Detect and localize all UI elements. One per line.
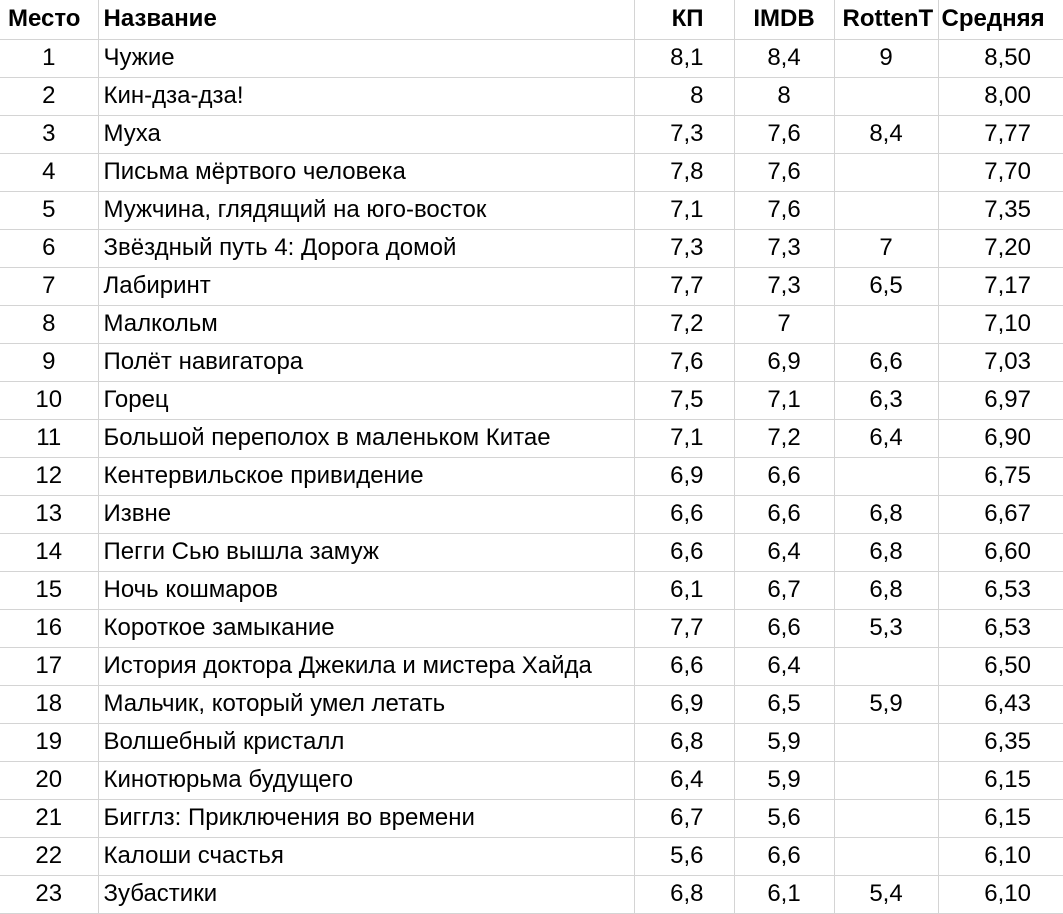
- cell-average[interactable]: 7,03: [938, 343, 1063, 381]
- cell-rottent[interactable]: [834, 77, 938, 115]
- table-row: [0, 799, 1063, 837]
- table-row: [0, 381, 1063, 419]
- cell-rottent[interactable]: 6,8: [834, 571, 938, 609]
- cell-kp[interactable]: 6,7: [634, 799, 734, 837]
- cell-imdb[interactable]: 7,6: [734, 191, 834, 229]
- cell-rottent[interactable]: 8,4: [834, 115, 938, 153]
- cell-average[interactable]: 6,53: [938, 571, 1063, 609]
- cell-imdb[interactable]: 7: [734, 305, 834, 343]
- cell-average[interactable]: 6,97: [938, 381, 1063, 419]
- cell-place[interactable]: 7: [0, 267, 98, 305]
- cell-kp[interactable]: 6,9: [634, 685, 734, 723]
- cell-rottent[interactable]: 6,3: [834, 381, 938, 419]
- cell-title[interactable]: Извне: [98, 495, 634, 533]
- cell-title[interactable]: Малкольм: [98, 305, 634, 343]
- cell-place[interactable]: 3: [0, 115, 98, 153]
- cell-title[interactable]: Кинотюрьма будущего: [98, 761, 634, 799]
- cell-place[interactable]: 4: [0, 153, 98, 191]
- cell-title[interactable]: Звёздный путь 4: Дорога домой: [98, 229, 634, 267]
- cell-average[interactable]: 7,35: [938, 191, 1063, 229]
- cell-rottent[interactable]: [834, 837, 938, 875]
- cell-kp[interactable]: 5,6: [634, 837, 734, 875]
- cell-kp[interactable]: 6,6: [634, 533, 734, 571]
- table-row: [0, 39, 1063, 77]
- cell-title[interactable]: Большой переполох в маленьком Китае: [98, 419, 634, 457]
- header-place[interactable]: Место: [0, 0, 98, 39]
- cell-title[interactable]: Короткое замыкание: [98, 609, 634, 647]
- cell-kp[interactable]: 7,5: [634, 381, 734, 419]
- cell-average[interactable]: 6,10: [938, 837, 1063, 875]
- cell-average[interactable]: 6,67: [938, 495, 1063, 533]
- cell-imdb[interactable]: 6,5: [734, 685, 834, 723]
- header-row: [0, 0, 1063, 39]
- header-title[interactable]: Название: [98, 0, 634, 39]
- cell-average[interactable]: 7,10: [938, 305, 1063, 343]
- cell-rottent[interactable]: 6,6: [834, 343, 938, 381]
- cell-kp[interactable]: 6,4: [634, 761, 734, 799]
- cell-average[interactable]: 6,43: [938, 685, 1063, 723]
- cell-title[interactable]: Письма мёртвого человека: [98, 153, 634, 191]
- cell-imdb[interactable]: 6,4: [734, 533, 834, 571]
- cell-place[interactable]: 16: [0, 609, 98, 647]
- cell-place[interactable]: 6: [0, 229, 98, 267]
- cell-rottent[interactable]: 7: [834, 229, 938, 267]
- cell-place[interactable]: 9: [0, 343, 98, 381]
- cell-title[interactable]: Волшебный кристалл: [98, 723, 634, 761]
- cell-place[interactable]: 1: [0, 39, 98, 77]
- cell-rottent[interactable]: [834, 723, 938, 761]
- cell-kp[interactable]: 7,8: [634, 153, 734, 191]
- cell-kp[interactable]: 7,6: [634, 343, 734, 381]
- cell-average[interactable]: 7,70: [938, 153, 1063, 191]
- cell-place[interactable]: 5: [0, 191, 98, 229]
- cell-place[interactable]: 22: [0, 837, 98, 875]
- cell-imdb[interactable]: 6,7: [734, 571, 834, 609]
- cell-imdb[interactable]: 7,1: [734, 381, 834, 419]
- table-row: [0, 457, 1063, 495]
- cell-imdb[interactable]: 5,6: [734, 799, 834, 837]
- cell-rottent[interactable]: [834, 761, 938, 799]
- cell-kp[interactable]: 6,6: [634, 495, 734, 533]
- cell-rottent[interactable]: 6,5: [834, 267, 938, 305]
- cell-title[interactable]: Кин-дза-дза!: [98, 77, 634, 115]
- cell-kp[interactable]: 7,3: [634, 229, 734, 267]
- table-row: [0, 647, 1063, 685]
- cell-place[interactable]: 15: [0, 571, 98, 609]
- cell-place[interactable]: 20: [0, 761, 98, 799]
- cell-average[interactable]: 6,15: [938, 761, 1063, 799]
- cell-rottent[interactable]: 6,4: [834, 419, 938, 457]
- table-row: [0, 723, 1063, 761]
- cell-place[interactable]: 23: [0, 875, 98, 913]
- cell-kp[interactable]: 7,1: [634, 419, 734, 457]
- cell-title[interactable]: Бигглз: Приключения во времени: [98, 799, 634, 837]
- cell-place[interactable]: 8: [0, 305, 98, 343]
- table-row: [0, 305, 1063, 343]
- cell-title[interactable]: Мальчик, который умел летать: [98, 685, 634, 723]
- cell-place[interactable]: 12: [0, 457, 98, 495]
- cell-rottent[interactable]: 9: [834, 39, 938, 77]
- table-row: [0, 571, 1063, 609]
- table-row: [0, 267, 1063, 305]
- cell-kp[interactable]: 7,1: [634, 191, 734, 229]
- cell-title[interactable]: История доктора Джекила и мистера Хайда: [98, 647, 634, 685]
- cell-imdb[interactable]: 6,4: [734, 647, 834, 685]
- cell-title[interactable]: Кентервильское привидение: [98, 457, 634, 495]
- cell-place[interactable]: 2: [0, 77, 98, 115]
- cell-kp[interactable]: 6,8: [634, 723, 734, 761]
- cell-imdb[interactable]: 5,9: [734, 761, 834, 799]
- cell-kp[interactable]: 6,9: [634, 457, 734, 495]
- cell-title[interactable]: Мужчина, глядящий на юго-восток: [98, 191, 634, 229]
- cell-imdb[interactable]: 8: [734, 77, 834, 115]
- cell-place[interactable]: 13: [0, 495, 98, 533]
- cell-place[interactable]: 17: [0, 647, 98, 685]
- table-row: [0, 837, 1063, 875]
- header-average[interactable]: Средняя: [938, 0, 1063, 39]
- cell-imdb[interactable]: 6,6: [734, 495, 834, 533]
- table-row: [0, 685, 1063, 723]
- cell-title[interactable]: Лабиринт: [98, 267, 634, 305]
- cell-imdb[interactable]: 7,2: [734, 419, 834, 457]
- table-row: [0, 191, 1063, 229]
- cell-rottent[interactable]: [834, 457, 938, 495]
- table-row: [0, 153, 1063, 191]
- cell-title[interactable]: Пегги Сью вышла замуж: [98, 533, 634, 571]
- cell-average[interactable]: 8,00: [938, 77, 1063, 115]
- cell-average[interactable]: 6,90: [938, 419, 1063, 457]
- header-rottent[interactable]: RottenT: [834, 0, 938, 39]
- cell-title[interactable]: Ночь кошмаров: [98, 571, 634, 609]
- cell-kp[interactable]: 7,3: [634, 115, 734, 153]
- table-row: [0, 609, 1063, 647]
- header-imdb[interactable]: IMDB: [734, 0, 834, 39]
- cell-kp[interactable]: 6,8: [634, 875, 734, 913]
- cell-rottent[interactable]: [834, 799, 938, 837]
- cell-title[interactable]: Чужие: [98, 39, 634, 77]
- cell-imdb[interactable]: 7,6: [734, 153, 834, 191]
- cell-kp[interactable]: 8: [634, 77, 734, 115]
- table-row: [0, 419, 1063, 457]
- cell-average[interactable]: 7,17: [938, 267, 1063, 305]
- cell-title[interactable]: Зубастики: [98, 875, 634, 913]
- cell-imdb[interactable]: 7,3: [734, 229, 834, 267]
- cell-rottent[interactable]: 5,4: [834, 875, 938, 913]
- cell-rottent[interactable]: [834, 647, 938, 685]
- table-row: [0, 343, 1063, 381]
- table-row: [0, 77, 1063, 115]
- cell-imdb[interactable]: 6,9: [734, 343, 834, 381]
- cell-average[interactable]: 8,50: [938, 39, 1063, 77]
- table-row: [0, 229, 1063, 267]
- cell-average[interactable]: 6,35: [938, 723, 1063, 761]
- cell-place[interactable]: 18: [0, 685, 98, 723]
- cell-kp[interactable]: 7,2: [634, 305, 734, 343]
- cell-average[interactable]: 6,75: [938, 457, 1063, 495]
- table-row: [0, 115, 1063, 153]
- cell-rottent[interactable]: 5,3: [834, 609, 938, 647]
- table-body: [0, 39, 1063, 913]
- table-row: [0, 533, 1063, 571]
- cell-place[interactable]: 11: [0, 419, 98, 457]
- cell-place[interactable]: 10: [0, 381, 98, 419]
- cell-kp[interactable]: 7,7: [634, 609, 734, 647]
- cell-average[interactable]: 7,77: [938, 115, 1063, 153]
- cell-imdb[interactable]: 6,6: [734, 609, 834, 647]
- cell-kp[interactable]: 6,6: [634, 647, 734, 685]
- cell-imdb[interactable]: 8,4: [734, 39, 834, 77]
- cell-average[interactable]: 7,20: [938, 229, 1063, 267]
- cell-average[interactable]: 6,15: [938, 799, 1063, 837]
- table-row: [0, 875, 1063, 913]
- cell-rottent[interactable]: [834, 191, 938, 229]
- cell-imdb[interactable]: 7,3: [734, 267, 834, 305]
- cell-place[interactable]: 19: [0, 723, 98, 761]
- header-kp[interactable]: КП: [634, 0, 734, 39]
- cell-imdb[interactable]: 7,6: [734, 115, 834, 153]
- cell-title[interactable]: Полёт навигатора: [98, 343, 634, 381]
- cell-title[interactable]: Калоши счастья: [98, 837, 634, 875]
- cell-average[interactable]: 6,60: [938, 533, 1063, 571]
- cell-average[interactable]: 6,50: [938, 647, 1063, 685]
- cell-title[interactable]: Муха: [98, 115, 634, 153]
- cell-imdb[interactable]: 6,6: [734, 457, 834, 495]
- table-row: [0, 495, 1063, 533]
- cell-average[interactable]: 6,53: [938, 609, 1063, 647]
- cell-title[interactable]: Горец: [98, 381, 634, 419]
- table-row: [0, 761, 1063, 799]
- cell-imdb[interactable]: 6,6: [734, 837, 834, 875]
- cell-imdb[interactable]: 6,1: [734, 875, 834, 913]
- cell-kp[interactable]: 7,7: [634, 267, 734, 305]
- cell-rottent[interactable]: [834, 305, 938, 343]
- cell-rottent[interactable]: 6,8: [834, 533, 938, 571]
- cell-place[interactable]: 21: [0, 799, 98, 837]
- cell-rottent[interactable]: 6,8: [834, 495, 938, 533]
- cell-kp[interactable]: 8,1: [634, 39, 734, 77]
- cell-kp[interactable]: 6,1: [634, 571, 734, 609]
- cell-rottent[interactable]: 5,9: [834, 685, 938, 723]
- cell-average[interactable]: 6,10: [938, 875, 1063, 913]
- cell-rottent[interactable]: [834, 153, 938, 191]
- cell-imdb[interactable]: 5,9: [734, 723, 834, 761]
- cell-place[interactable]: 14: [0, 533, 98, 571]
